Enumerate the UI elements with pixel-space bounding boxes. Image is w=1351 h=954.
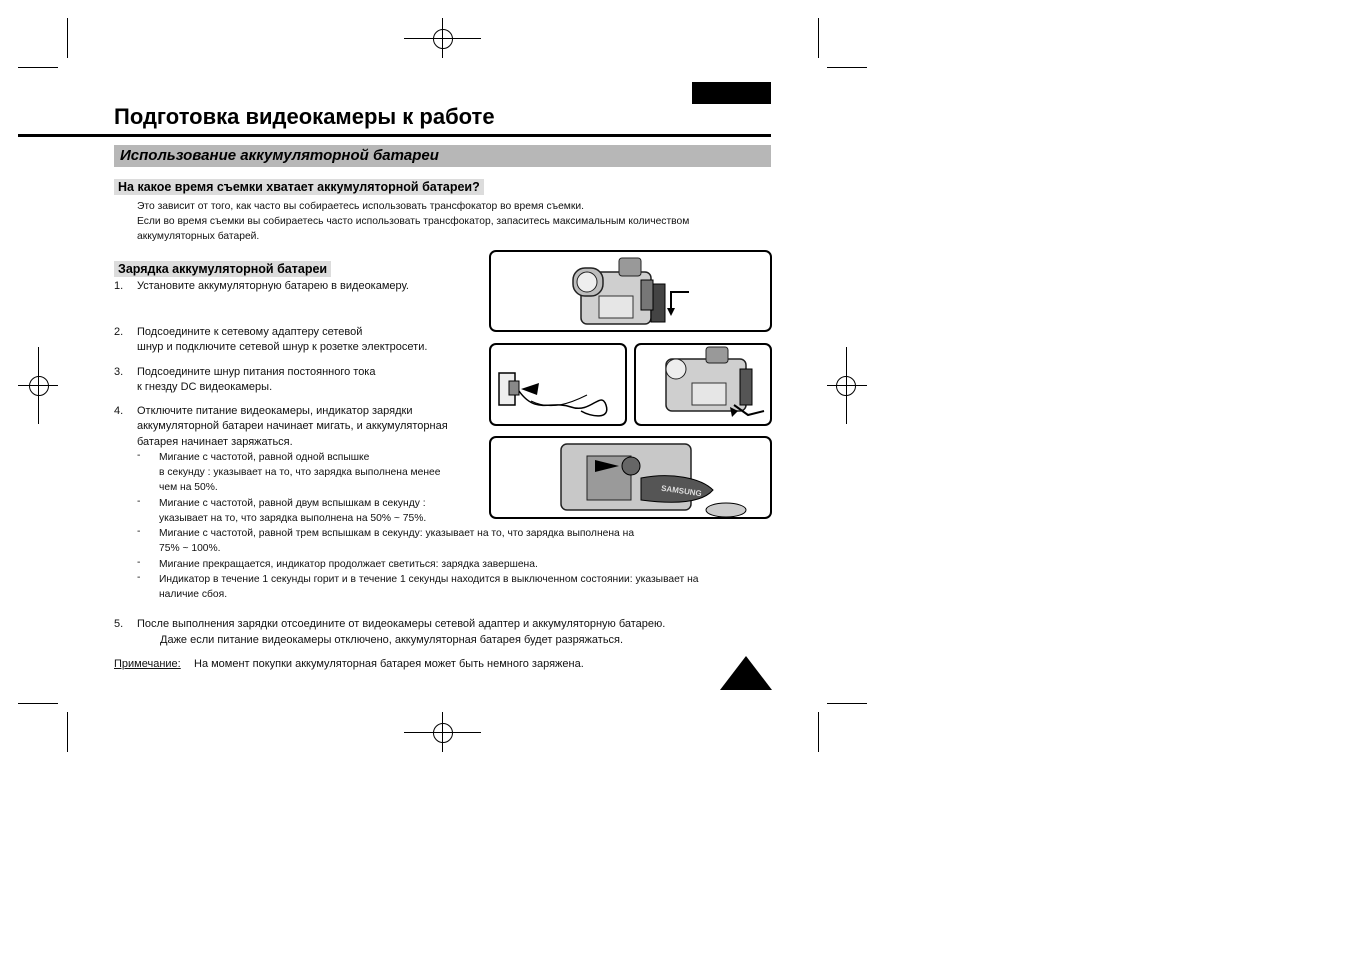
- camcorder-battery-icon: [491, 252, 770, 330]
- step-number: 1.: [114, 280, 124, 292]
- bullet-text: Индикатор в течение 1 секунды горит и в течение 1 секунды находится в выключенном состоянии: указывает на: [159, 574, 699, 585]
- question-line: Если во время съемки вы собираетесь часто использовать трансфокатор, запаситесь максимальным количеством: [137, 216, 690, 227]
- language-tab: [692, 82, 771, 104]
- section-title: Использование аккумуляторной батареи: [120, 147, 439, 164]
- question-line: Это зависит от того, как часто вы собираетесь использовать трансфокатор во время съемки.: [137, 201, 584, 212]
- step-text: Подсоедините шнур питания постоянного тока: [137, 366, 376, 378]
- illustration-adapter-outlet: [489, 343, 627, 426]
- brand-logo: SAMSUNG: [660, 483, 703, 499]
- bullet-marker: -: [137, 496, 141, 507]
- registration-mark-icon: [29, 376, 49, 396]
- step-text: аккумуляторной батареи начинает мигать, и аккумуляторная: [137, 420, 448, 432]
- question-heading-box: [114, 178, 484, 196]
- bullet-marker: -: [137, 526, 141, 537]
- step-text: Установите аккумуляторную батарею в видеокамеру.: [137, 280, 409, 292]
- charging-heading-box: [114, 260, 331, 278]
- step-text: После выполнения зарядки отсоедините от видеокамеры сетевой адаптер и аккумуляторную батарею.: [137, 618, 666, 630]
- crop-mark: [827, 703, 867, 704]
- charging-heading: Зарядка аккумуляторной батареи: [114, 261, 331, 277]
- step-text: батарея начинает заряжаться.: [137, 436, 293, 448]
- crop-mark: [67, 712, 68, 752]
- bullet-text: чем на 50%.: [159, 482, 218, 493]
- title-rule: [18, 134, 771, 137]
- note-label: Примечание:: [114, 658, 181, 670]
- bullet-marker: -: [137, 557, 141, 568]
- bullet-text: наличие сбоя.: [159, 589, 228, 600]
- crop-mark: [827, 67, 867, 68]
- question-heading: На какое время съемки хватает аккумуляторной батареи?: [114, 179, 484, 195]
- crop-mark: [818, 712, 819, 752]
- crop-mark: [67, 18, 68, 58]
- illustration-dc-jack: [634, 343, 772, 426]
- note-text: На момент покупки аккумуляторная батарея может быть немного заряжена.: [194, 658, 584, 670]
- step-text: к гнезду DC видеокамеры.: [137, 381, 273, 393]
- bullet-text: Мигание прекращается, индикатор продолжает светиться: зарядка завершена.: [159, 559, 538, 570]
- bullet-text: 75% ~ 100%.: [159, 543, 221, 554]
- crop-mark: [818, 18, 819, 58]
- step-text: Отключите питание видеокамеры, индикатор зарядки: [137, 405, 413, 417]
- camcorder-side-icon: [491, 438, 770, 517]
- crop-mark: [442, 18, 443, 58]
- step-number: 5.: [114, 618, 124, 630]
- step-text: шнур и подключите сетевой шнур к розетке электросети.: [137, 341, 428, 353]
- step-text: Даже если питание видеокамеры отключено, аккумуляторная батарея будет разряжаться.: [160, 634, 624, 646]
- step-number: 4.: [114, 405, 124, 417]
- question-line: аккумуляторных батарей.: [137, 231, 260, 242]
- bullet-text: Мигание с частотой, равной двум вспышкам в секунду :: [159, 498, 426, 509]
- bullet-text: Мигание с частотой, равной трем вспышкам в секунду: указывает на то, что зарядка выполнена на: [159, 528, 635, 539]
- page-title: Подготовка видеокамеры к работе: [114, 104, 495, 129]
- bullet-text: Мигание с частотой, равной одной вспышке: [159, 452, 370, 463]
- step-number: 2.: [114, 326, 124, 338]
- power-cord-icon: [491, 345, 625, 424]
- step-text: Подсоедините к сетевому адаптеру сетевой: [137, 326, 363, 338]
- crop-mark: [38, 347, 39, 424]
- section-banner: [114, 145, 771, 167]
- crop-mark: [18, 703, 58, 704]
- bullet-text: в секунду : указывает на то, что зарядка выполнена менее: [159, 467, 441, 478]
- camcorder-dc-icon: [636, 345, 770, 424]
- crop-mark: [827, 385, 867, 386]
- crop-mark: [442, 712, 443, 752]
- crop-mark: [846, 347, 847, 424]
- step-number: 3.: [114, 366, 124, 378]
- next-page-triangle-icon: [720, 656, 772, 690]
- registration-mark-icon: [433, 29, 453, 49]
- illustration-install-battery: [489, 250, 772, 332]
- illustration-charge-indicator: [489, 436, 772, 519]
- registration-mark-icon: [433, 723, 453, 743]
- bullet-marker: -: [137, 450, 141, 461]
- bullet-marker: -: [137, 572, 141, 583]
- bullet-text: указывает на то, что зарядка выполнена на 50% ~ 75%.: [159, 513, 427, 524]
- crop-mark: [18, 67, 58, 68]
